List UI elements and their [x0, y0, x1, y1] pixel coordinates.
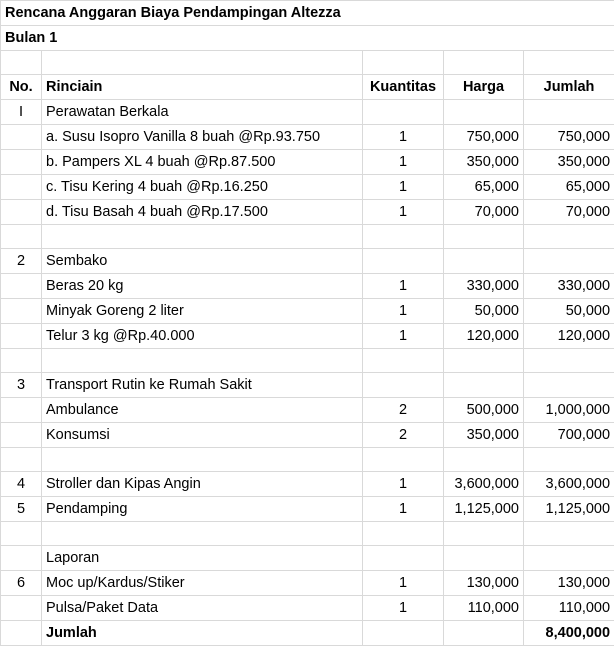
cell-jumlah[interactable]: 700,000 [524, 423, 614, 448]
cell-qty[interactable]: 2 [363, 423, 444, 448]
cell-item[interactable] [42, 448, 363, 472]
cell-qty[interactable]: 1 [363, 497, 444, 522]
cell-jumlah[interactable] [524, 100, 614, 125]
cell-jumlah[interactable] [524, 249, 614, 274]
cell-item[interactable]: Ambulance [42, 398, 363, 423]
cell-no[interactable] [1, 349, 42, 373]
cell-no[interactable] [1, 546, 42, 571]
cell-harga[interactable] [444, 522, 524, 546]
cell-jumlah[interactable]: 130,000 [524, 571, 614, 596]
cell-item[interactable] [42, 225, 363, 249]
cell-no[interactable] [1, 125, 42, 150]
cell-no[interactable]: 2 [1, 249, 42, 274]
cell-item[interactable] [42, 522, 363, 546]
cell-no[interactable] [1, 423, 42, 448]
cell-qty[interactable] [363, 249, 444, 274]
cell-no[interactable]: 6 [1, 571, 42, 596]
cell-jumlah[interactable]: 110,000 [524, 596, 614, 621]
table-row [1, 472, 614, 497]
cell-harga[interactable]: 350,000 [444, 423, 524, 448]
cell-harga[interactable]: 330,000 [444, 274, 524, 299]
cell-jumlah[interactable] [524, 349, 614, 373]
cell-harga[interactable] [444, 373, 524, 398]
title-row [1, 1, 614, 26]
cell-harga[interactable] [444, 621, 524, 646]
cell-harga[interactable]: 110,000 [444, 596, 524, 621]
total-row [1, 621, 614, 646]
cell-qty[interactable]: 1 [363, 472, 444, 497]
cell-no[interactable] [1, 200, 42, 225]
cell-jumlah[interactable] [524, 448, 614, 472]
total-label[interactable]: Jumlah [42, 621, 363, 646]
cell-no[interactable]: 5 [1, 497, 42, 522]
cell-item[interactable]: Konsumsi [42, 423, 363, 448]
cell-no[interactable] [1, 398, 42, 423]
cell-jumlah[interactable]: 350,000 [524, 150, 614, 175]
cell-harga[interactable]: 65,000 [444, 175, 524, 200]
cell-item[interactable]: Minyak Goreng 2 liter [42, 299, 363, 324]
cell-no[interactable] [1, 448, 42, 472]
cell-qty[interactable]: 1 [363, 299, 444, 324]
cell-qty[interactable] [363, 522, 444, 546]
header-jumlah[interactable]: Jumlah [524, 75, 614, 100]
cell-harga[interactable]: 500,000 [444, 398, 524, 423]
table-row [1, 100, 614, 125]
cell-item[interactable]: Pendamping [42, 497, 363, 522]
cell-item[interactable]: Beras 20 kg [42, 274, 363, 299]
cell-jumlah[interactable] [524, 225, 614, 249]
cell-harga[interactable]: 70,000 [444, 200, 524, 225]
cell[interactable] [524, 51, 614, 75]
cell-item[interactable]: Moc up/Kardus/Stiker [42, 571, 363, 596]
table-row [1, 324, 614, 349]
table-row [1, 349, 614, 373]
cell-item[interactable]: b. Pampers XL 4 buah @Rp.87.500 [42, 150, 363, 175]
table-row [1, 571, 614, 596]
table-row [1, 546, 614, 571]
cell-no[interactable]: 3 [1, 373, 42, 398]
cell-jumlah[interactable]: 65,000 [524, 175, 614, 200]
cell-no[interactable] [1, 324, 42, 349]
cell-no[interactable] [1, 225, 42, 249]
cell-jumlah[interactable]: 330,000 [524, 274, 614, 299]
cell-harga[interactable] [444, 249, 524, 274]
header-harga[interactable]: Harga [444, 75, 524, 100]
cell-qty[interactable] [363, 100, 444, 125]
cell-qty[interactable]: 1 [363, 571, 444, 596]
table-row [1, 398, 614, 423]
table-row [1, 249, 614, 274]
cell-harga[interactable]: 1,125,000 [444, 497, 524, 522]
cell-harga[interactable]: 3,600,000 [444, 472, 524, 497]
cell-item[interactable]: Sembako [42, 249, 363, 274]
cell-harga[interactable] [444, 100, 524, 125]
subtitle-row [1, 26, 614, 51]
cell-jumlah[interactable]: 120,000 [524, 324, 614, 349]
cell-item[interactable]: Telur 3 kg @Rp.40.000 [42, 324, 363, 349]
cell-item[interactable]: Perawatan Berkala [42, 100, 363, 125]
cell-qty[interactable]: 1 [363, 200, 444, 225]
cell-no[interactable] [1, 150, 42, 175]
cell-item[interactable]: a. Susu Isopro Vanilla 8 buah @Rp.93.750 [42, 125, 363, 150]
spacer-row [1, 51, 614, 75]
cell[interactable] [42, 51, 363, 75]
header-no[interactable]: No. [1, 75, 42, 100]
cell-no[interactable] [1, 522, 42, 546]
cell-no[interactable] [1, 596, 42, 621]
cell-jumlah[interactable]: 50,000 [524, 299, 614, 324]
cell-jumlah[interactable]: 1,000,000 [524, 398, 614, 423]
cell-item[interactable]: Transport Rutin ke Rumah Sakit [42, 373, 363, 398]
header-rinciain[interactable]: Rinciain [42, 75, 363, 100]
cell-qty[interactable] [363, 373, 444, 398]
cell-harga[interactable] [444, 349, 524, 373]
cell-qty[interactable] [363, 349, 444, 373]
cell-item[interactable]: d. Tisu Basah 4 buah @Rp.17.500 [42, 200, 363, 225]
cell[interactable] [444, 51, 524, 75]
cell-qty[interactable] [363, 448, 444, 472]
cell-qty[interactable] [363, 621, 444, 646]
table-row [1, 200, 614, 225]
table-row [1, 423, 614, 448]
cell-harga[interactable]: 120,000 [444, 324, 524, 349]
cell-harga[interactable]: 50,000 [444, 299, 524, 324]
table-row [1, 373, 614, 398]
table-row [1, 497, 614, 522]
cell-qty[interactable] [363, 546, 444, 571]
cell-qty[interactable]: 2 [363, 398, 444, 423]
cell[interactable] [363, 51, 444, 75]
cell-jumlah[interactable] [524, 546, 614, 571]
cell-jumlah[interactable]: 70,000 [524, 200, 614, 225]
cell-harga[interactable]: 750,000 [444, 125, 524, 150]
cell-item[interactable]: Laporan [42, 546, 363, 571]
cell-qty[interactable]: 1 [363, 150, 444, 175]
cell-no[interactable]: I [1, 100, 42, 125]
cell-jumlah[interactable]: 3,600,000 [524, 472, 614, 497]
cell-harga[interactable] [444, 546, 524, 571]
cell-no[interactable]: 4 [1, 472, 42, 497]
cell-qty[interactable]: 1 [363, 324, 444, 349]
cell-no[interactable] [1, 175, 42, 200]
page-title[interactable]: Rencana Anggaran Biaya Pendampingan Altezza [1, 1, 614, 26]
total-value[interactable]: 8,400,000 [524, 621, 614, 646]
cell-harga[interactable]: 350,000 [444, 150, 524, 175]
table-row [1, 596, 614, 621]
cell-no[interactable] [1, 274, 42, 299]
cell-no[interactable] [1, 299, 42, 324]
cell[interactable] [1, 51, 42, 75]
table-row [1, 299, 614, 324]
cell-qty[interactable]: 1 [363, 175, 444, 200]
cell-jumlah[interactable] [524, 522, 614, 546]
table-row [1, 175, 614, 200]
cell-harga[interactable] [444, 225, 524, 249]
cell-jumlah[interactable] [524, 373, 614, 398]
cell-item[interactable] [42, 349, 363, 373]
cell-jumlah[interactable]: 1,125,000 [524, 497, 614, 522]
header-row [1, 75, 614, 100]
cell-harga[interactable]: 130,000 [444, 571, 524, 596]
cell-harga[interactable] [444, 448, 524, 472]
table-row [1, 522, 614, 546]
table-row [1, 150, 614, 175]
cell-qty[interactable]: 1 [363, 125, 444, 150]
table-row [1, 274, 614, 299]
page-subtitle[interactable]: Bulan 1 [1, 26, 614, 51]
cell-item[interactable]: Pulsa/Paket Data [42, 596, 363, 621]
table-row [1, 225, 614, 249]
header-kuantitas[interactable]: Kuantitas [363, 75, 444, 100]
cell-item[interactable]: c. Tisu Kering 4 buah @Rp.16.250 [42, 175, 363, 200]
cell-qty[interactable]: 1 [363, 274, 444, 299]
cell-qty[interactable]: 1 [363, 596, 444, 621]
cell-qty[interactable] [363, 225, 444, 249]
cell-no[interactable] [1, 621, 42, 646]
cell-jumlah[interactable]: 750,000 [524, 125, 614, 150]
table-row [1, 125, 614, 150]
table-row [1, 448, 614, 472]
cell-item[interactable]: Stroller dan Kipas Angin [42, 472, 363, 497]
